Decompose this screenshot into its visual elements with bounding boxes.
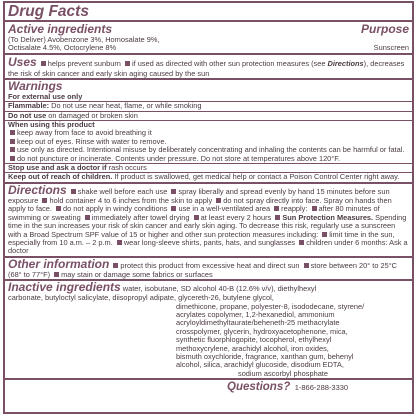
- active-ingredients-section: [5, 20, 412, 53]
- flammable-text: Do not use near heat, flame, or while smoking: [51, 101, 202, 111]
- direction-text: spray liberally and spread evenly by hand 15 minutes before sun exposure: [8, 186, 390, 205]
- other-info-text: store between 20° to 25°C (68° to 77°F): [8, 260, 398, 279]
- stop-use-label: Stop use and ask a doctor if: [8, 163, 107, 173]
- bullet-icon: [42, 198, 47, 203]
- drug-facts-panel: [3, 1, 414, 414]
- purpose-heading: Purpose: [360, 22, 409, 36]
- inactive-line: acryloyldimethyltaurate/beheneth-25 methacrylate: [176, 318, 340, 328]
- inactive-line: crosspolymer, glycerin, hydroxyacetophenone, mica,: [176, 326, 348, 336]
- direction-text: hold container 4 to 6 inches from the skin to apply: [49, 195, 213, 205]
- bullet-icon: [113, 263, 118, 268]
- directions-reference: Directions: [327, 58, 364, 68]
- do-not-use-text: on damaged or broken skin: [48, 110, 138, 120]
- bullet-icon: [10, 139, 15, 144]
- direction-text: shake well before each use: [77, 186, 168, 196]
- bullet-icon: [275, 215, 280, 220]
- external-use-text: For external use only: [8, 91, 83, 101]
- bullet-icon: [10, 130, 15, 135]
- bullet-icon: [194, 215, 199, 220]
- when-item-text: do not puncture or incinerate. Contents under pressure. Do not store at temperatures above 120°F.: [17, 153, 340, 163]
- when-using-block: [5, 120, 412, 163]
- uses-section: [5, 53, 412, 78]
- keep-out-text: If product is swallowed, get medical help or contact a Poison Control Center right away.: [114, 172, 400, 182]
- keep-out-row: [5, 172, 412, 181]
- bullet-icon: [312, 206, 317, 211]
- direction-text: reapply:: [281, 204, 308, 214]
- bullet-icon: [71, 189, 76, 194]
- uses-heading: Uses: [8, 54, 37, 69]
- inactive-ingredients-heading: Inactive ingredients: [8, 280, 121, 295]
- stop-use-text: rash occurs: [108, 163, 147, 173]
- other-information-heading: Other information: [8, 256, 110, 271]
- inactive-ingredients-section: [5, 279, 412, 378]
- when-item-text: use only as directed. Intentional misuse by deliberately concentrating and inhaling the contents can be harmful or fatal.: [17, 145, 405, 155]
- bullet-icon: [10, 156, 15, 161]
- bullet-icon: [171, 189, 176, 194]
- flammable-row: [5, 101, 412, 110]
- inactive-line: bismuth oxychloride, fragrance, xanthan gum, behenyl: [176, 351, 354, 361]
- bullet-icon: [54, 272, 59, 277]
- direction-text: do not apply in windy conditions: [63, 204, 168, 214]
- direction-text: after 80 minutes of swimming or sweating: [8, 204, 380, 222]
- purpose-value: Sunscreen: [373, 43, 409, 53]
- bullet-icon: [274, 206, 279, 211]
- other-info-text: may stain or damage some fabrics or surfaces: [61, 269, 213, 279]
- direction-text: immediately after towel drying: [91, 212, 190, 222]
- stop-use-row: [5, 163, 412, 172]
- do-not-use-label: Do not use: [8, 110, 47, 120]
- direction-text: use in a well-ventilated area: [178, 204, 271, 214]
- bullet-icon: [56, 206, 61, 211]
- uses-text-1: helps prevent sunburn: [47, 58, 121, 68]
- flammable-label: Flammable:: [8, 101, 50, 111]
- bullet-icon: [216, 198, 221, 203]
- panel-title: Drug Facts: [8, 3, 89, 20]
- bullet-icon: [322, 232, 327, 237]
- when-item-text: keep out of eyes. Rinse with water to remove.: [17, 136, 167, 146]
- active-line-1: (To Deliver) Avobenzone 3%, Homosalate 9%,: [8, 35, 160, 44]
- questions-row: [5, 378, 412, 394]
- bullet-icon: [304, 263, 309, 268]
- uses-text-3: ), decreases the risk of skin cancer and early skin aging caused by the sun: [8, 58, 405, 78]
- direction-text: children under 6 months: Ask a doctor: [8, 237, 408, 256]
- inactive-line: synthetic fluorphlogopite, tocopherol, ethylhexyl: [176, 335, 332, 345]
- do-not-use-row: [5, 111, 412, 120]
- warnings-section: [5, 78, 412, 101]
- uses-text-2: if used as directed with other sun protection measures (see: [131, 58, 328, 68]
- direction-text: do not spray directly into face. Spray on hands then apply to face.: [8, 195, 392, 214]
- direction-text: at least every 2 hours: [200, 212, 272, 222]
- bullet-icon: [299, 240, 304, 245]
- directions-heading: Directions: [8, 182, 67, 197]
- keep-out-label: Keep out of reach of children.: [8, 172, 113, 182]
- bullet-icon: [171, 206, 176, 211]
- active-line-2: Octisalate 4.5%, Octocrylene 8%: [8, 43, 117, 53]
- inactive-line: acrylates copolymer, 1,2-hexanediol, ammonium: [176, 309, 335, 319]
- inactive-line: sodium ascorbyl phosphate: [238, 368, 328, 378]
- bullet-icon: [117, 240, 122, 245]
- questions-label: Questions?: [227, 381, 291, 394]
- list-item: [8, 155, 409, 163]
- bullet-icon: [85, 215, 90, 220]
- bullet-icon: [41, 61, 46, 66]
- direction-text: wear long-sleeve shirts, pants, hats, and sunglasses: [123, 237, 296, 247]
- sun-protection-label: Sun Protection Measures.: [282, 212, 374, 222]
- inactive-line: dimethicone, propane, polyester-8, isododecane, styrene/: [176, 301, 365, 311]
- other-info-text: protect this product from excessive heat and direct sun: [120, 260, 300, 270]
- inactive-line: alcohol, silica, arachidyl glucoside, disodium EDTA,: [176, 360, 344, 370]
- inactive-line: water, isobutane, SD alcohol 40-B (12.6% v/v), diethylhexyl: [122, 284, 317, 294]
- bullet-icon: [125, 61, 130, 66]
- bullet-icon: [10, 147, 15, 152]
- when-item-text: keep away from face to avoid breathing it: [17, 128, 152, 138]
- phone-number[interactable]: 1-866-288-3330: [294, 383, 349, 393]
- when-using-label: When using this product: [8, 120, 95, 130]
- inactive-line: methoxycrylene, arachidyl alcohol, iron oxides,: [176, 343, 329, 353]
- sun-protection-text: Spending time in the sun increases your risk of skin cancer and early skin aging. To decrease this risk, regularly use a sunscreen with a Broad Spectrum SPF value of 15 or higher and other sun protection measures including:: [8, 212, 407, 239]
- directions-section: [5, 182, 412, 256]
- direction-text: limit time in the sun, especially from 10 a.m. – 2 p.m.: [8, 229, 395, 247]
- inactive-line: carbonate, butyloctyl salicylate, diisopropyl adipate, glycereth-26, butylene glycol,: [8, 293, 274, 303]
- warnings-heading: Warnings: [8, 78, 63, 93]
- other-information-section: [5, 256, 412, 279]
- active-ingredients-heading: Active ingredients: [8, 22, 113, 36]
